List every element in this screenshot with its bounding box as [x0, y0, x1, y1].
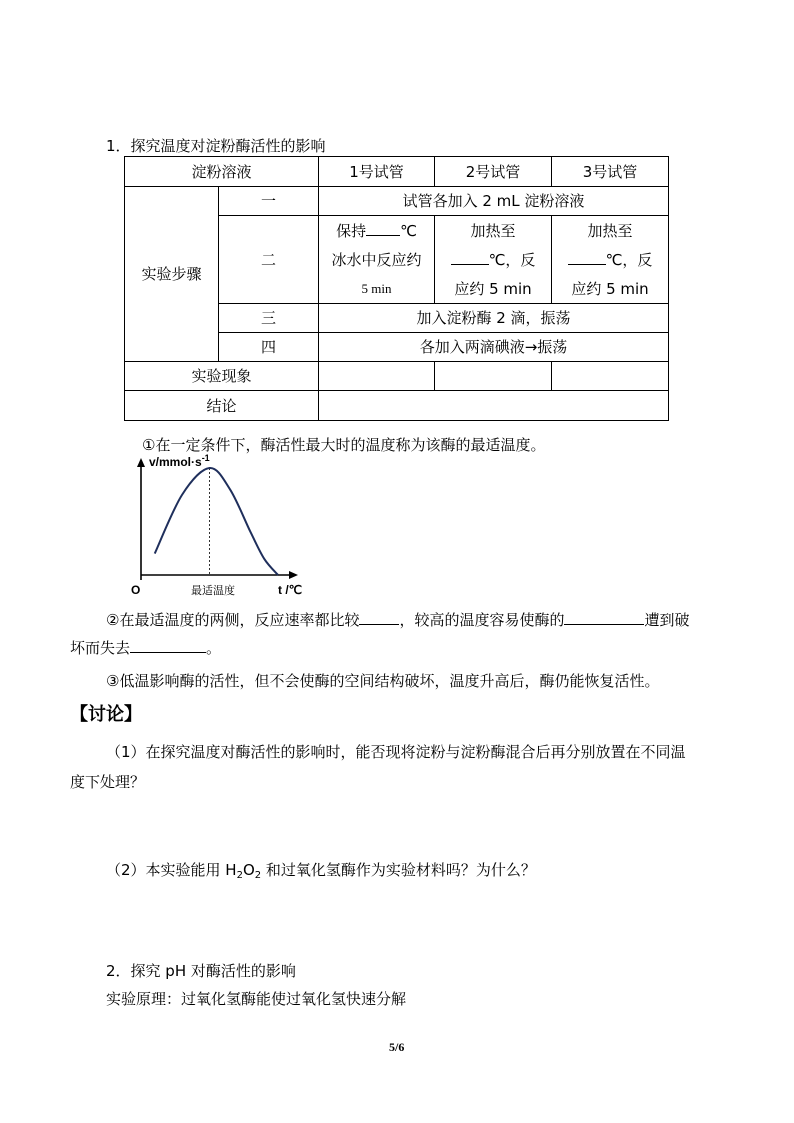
- section1-heading: 1．探究温度对淀粉酶活性的影响: [106, 137, 326, 155]
- phenomenon-label: 实验现象: [125, 362, 319, 391]
- note-1: ①在一定条件下，酶活性最大时的温度称为该酶的最适温度。: [142, 436, 546, 454]
- header-tube-2: 2号试管: [435, 157, 552, 187]
- tube1-duration: 5 min: [361, 280, 392, 296]
- x-tick-optimal-temperature: 最适温度: [191, 584, 235, 597]
- step-4-number: 四: [219, 333, 319, 362]
- tube1-ice-water: 冰水中反应约: [331, 250, 422, 269]
- activity-curve: [155, 468, 278, 575]
- note2-text-a: ②在最适温度的两侧，反应速率都比较: [106, 611, 360, 629]
- note2-text-d: 坏而失去: [70, 639, 131, 657]
- x-axis-arrow-icon: [289, 571, 298, 579]
- experiment-table: [124, 156, 669, 421]
- temperature-activity-chart: [120, 452, 320, 602]
- step-2-tube-1: [319, 216, 435, 304]
- section2-heading: 2．探究 pH 对酶活性的影响: [106, 962, 296, 980]
- tube2-unit: ℃，反: [488, 250, 536, 269]
- tube1-temp-blank: [366, 221, 400, 236]
- note-2: [70, 606, 726, 662]
- tube1-keep-label: 保持: [336, 221, 367, 240]
- steps-label: 实验步骤: [125, 187, 219, 362]
- note2-blank-1: [359, 610, 399, 625]
- discussion-q2: （2）本实验能用 $H_2O_2$ 和过氧化氢酶作为实验材料吗？为什么？: [106, 861, 536, 881]
- phenomenon-tube-1: [319, 362, 435, 391]
- note-3: ③低温影响酶的活性，但不会使酶的空间结构破坏，温度升高后，酶仍能恢复活性。: [106, 672, 660, 690]
- conclusion-label: 结论: [125, 391, 319, 421]
- header-tube-1: 1号试管: [319, 157, 435, 187]
- step-2-tube-2: [435, 216, 552, 304]
- note2-text-e: 。: [206, 639, 222, 657]
- step-2-number: 二: [219, 216, 319, 304]
- tube3-unit: ℃，反: [605, 250, 653, 269]
- phenomenon-tube-3: [552, 362, 669, 391]
- tube2-temp-blank: [451, 250, 489, 265]
- tube2-heat-label: 加热至: [470, 221, 516, 240]
- tube3-duration: 应约 5 min: [571, 279, 649, 298]
- note2-blank-3: [130, 638, 206, 653]
- y-axis-arrow-icon: [137, 458, 145, 467]
- discussion-q1-line1: （1）在探究温度对酶活性的影响时，能否现将淀粉与淀粉酶混合后再分别放置在不同温: [106, 743, 686, 761]
- step-3-text: 加入淀粉酶 2 滴，振荡: [319, 304, 669, 333]
- y-axis-label: $v/mmol\cdot s^{-1}$: [149, 453, 210, 469]
- step-1-number: 一: [219, 187, 319, 216]
- header-starch-solution: 淀粉溶液: [125, 157, 319, 187]
- tube3-heat-label: 加热至: [587, 221, 633, 240]
- note2-text-c: 遭到破: [644, 611, 690, 629]
- chart-axes: [137, 458, 298, 580]
- x-axis-label: t /℃: [278, 583, 303, 597]
- header-tube-3: 3号试管: [552, 157, 669, 187]
- discussion-q1-line2: 度下处理？: [70, 773, 146, 791]
- step-3-number: 三: [219, 304, 319, 333]
- section2-principle: 实验原理：过氧化氢酶能使过氧化氢快速分解: [106, 990, 407, 1008]
- note2-text-b: ，较高的温度容易使酶的: [399, 611, 565, 629]
- tube2-duration: 应约 5 min: [454, 279, 532, 298]
- discussion-heading: 【讨论】: [70, 704, 142, 725]
- note2-blank-2: [564, 610, 644, 625]
- tube3-temp-blank: [568, 250, 606, 265]
- tube1-unit: ℃: [400, 221, 417, 240]
- step-4-text: 各加入两滴碘液→振荡: [319, 333, 669, 362]
- step-2-tube-3: [552, 216, 669, 304]
- phenomenon-tube-2: [435, 362, 552, 391]
- step-1-text: 试管各加入 2 mL 淀粉溶液: [319, 187, 669, 216]
- page-number: 5/6: [389, 1040, 405, 1054]
- conclusion-cell: [319, 391, 669, 421]
- origin-label: O: [131, 583, 141, 597]
